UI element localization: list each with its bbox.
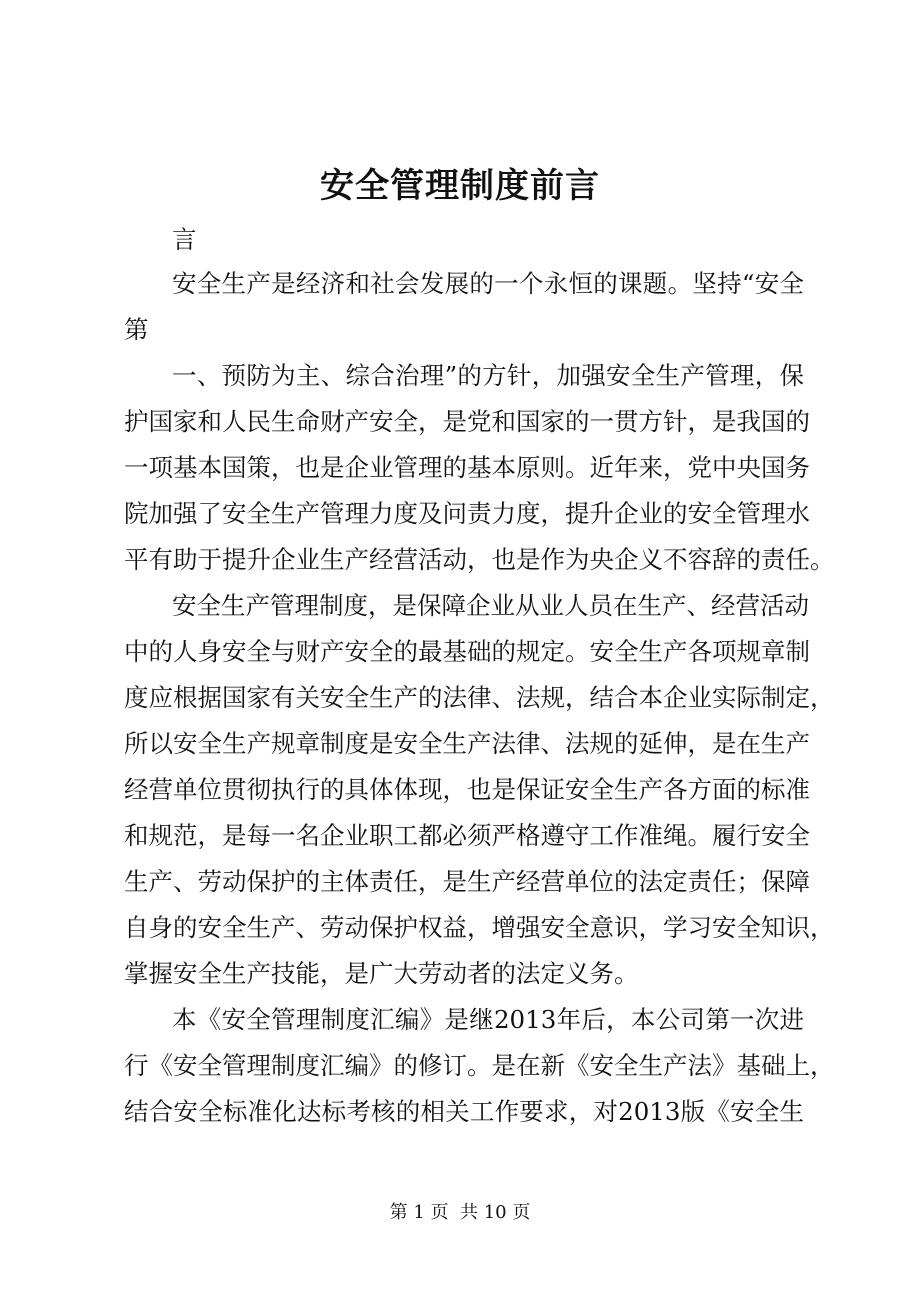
body-line: 生产、劳动保护的主体责任，是生产经营单位的法定责任；保障 xyxy=(124,867,810,896)
body-line: 中的人身安全与财产安全的最基础的规定。安全生产各项规章制 xyxy=(124,637,810,666)
document-title: 安全管理制度前言 xyxy=(320,166,600,206)
body-line: 平有助于提升企业生产经营活动，也是作为央企义不容辞的责任。 xyxy=(124,545,835,574)
body-line: 一、预防为主、综合治理”的方针，加强安全生产管理，保 xyxy=(172,361,804,390)
body-line: 安全生产管理制度，是保障企业从业人员在生产、经营活动 xyxy=(172,591,809,620)
body-line: 行《安全管理制度汇编》的修订。是在新《安全生产法》基础上， xyxy=(124,1051,835,1080)
body-line: 自身的安全生产、劳动保护权益，增强安全意识，学习安全知识， xyxy=(124,913,835,942)
body-line: 第 xyxy=(124,315,149,344)
body-line: 言 xyxy=(172,225,197,254)
body-line: 所以安全生产规章制度是安全生产法律、法规的延伸，是在生产 xyxy=(124,729,810,758)
body-line: 结合安全标准化达标考核的相关工作要求，对2013版《安全生 xyxy=(124,1097,804,1126)
body-line: 掌握安全生产技能，是广大劳动者的法定义务。 xyxy=(124,959,639,988)
body-line: 本《安全管理制度汇编》是继2013年后，本公司第一次进 xyxy=(172,1005,804,1034)
page-number: 第 1 页 共 10 页 xyxy=(389,1202,531,1223)
body-line: 院加强了安全生产管理力度及问责力度，提升企业的安全管理水 xyxy=(124,499,810,528)
body-line: 护国家和人民生命财产安全，是党和国家的一贯方针，是我国的 xyxy=(124,407,810,436)
body-line: 一项基本国策，也是企业管理的基本原则。近年来，党中央国务 xyxy=(124,453,810,482)
page-footer xyxy=(0,1198,920,1228)
body-line: 度应根据国家有关安全生产的法律、法规，结合本企业实际制定， xyxy=(124,683,835,712)
body-line: 安全生产是经济和社会发展的一个永恒的课题。坚持“安全 xyxy=(172,269,804,298)
body-line: 和规范，是每一名企业职工都必须严格遵守工作准绳。履行安全 xyxy=(124,821,810,850)
body-line: 经营单位贯彻执行的具体体现，也是保证安全生产各方面的标准 xyxy=(124,775,810,804)
